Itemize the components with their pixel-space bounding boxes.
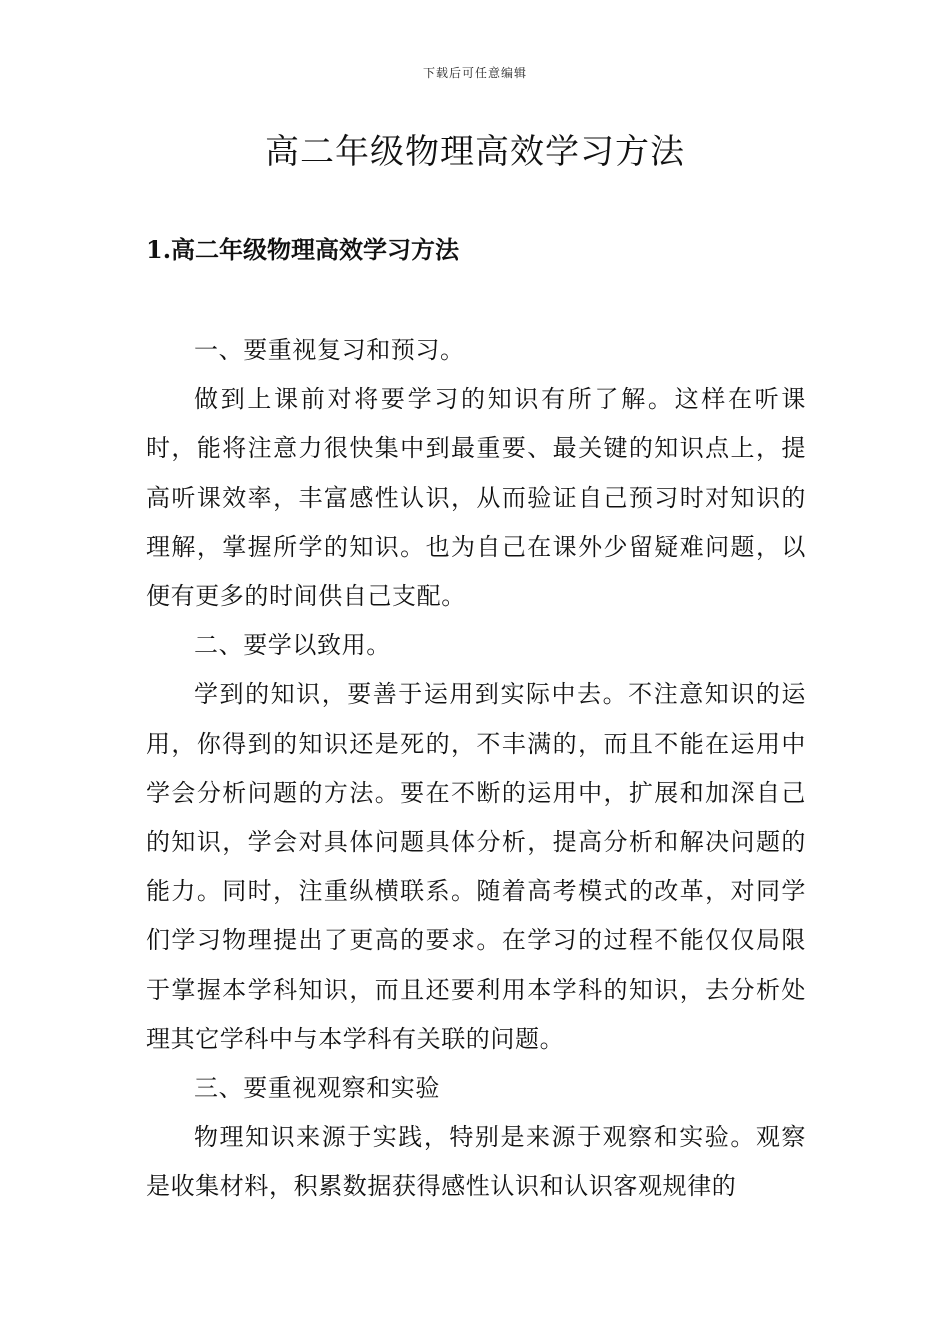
paragraph: 物理知识来源于实践，特别是来源于观察和实验。观察是收集材料，积累数据获得感性认识和认识客观规律的	[146, 1123, 806, 1201]
paragraph-heading-2: 二、要学以致用。	[194, 631, 391, 660]
paragraph: 学到的知识，要善于运用到实际中去。不注意知识的运用，你得到的知识还是死的，不丰满的，而且不能在运用中学会分析问题的方法。要在不断的运用中，扩展和加深自己的知识，学会对具体问题具体分析，提高分析和解决问题的能力。同时，注重纵横联系。随着高考模式的改革，对同学们学习物理提出了更高的要求。在学习的过程不能仅仅局限于掌握本学科知识，而且还要利用本学科的知识，去分析处理其它学科中与本学科有关联的问题。	[146, 680, 806, 1053]
document-title: 高二年级物理高效学习方法	[265, 132, 685, 172]
paragraph: 做到上课前对将要学习的知识有所了解。这样在听课时，能将注意力很快集中到最重要、最关键的知识点上，提高听课效率，丰富感性认识，从而验证自己预习时对知识的理解，掌握所学的知识。也为自己在课外少留疑难问题，以便有更多的时间供自己支配。	[146, 385, 806, 611]
document-body	[146, 326, 806, 1212]
header-note: 下载后可任意编辑	[422, 66, 527, 80]
section-heading: 1.高二年级物理高效学习方法	[146, 235, 460, 264]
paragraph-heading-1: 一、要重视复习和预习。	[194, 336, 465, 364]
paragraph-heading-3: 三、要重视观察和实验	[194, 1074, 440, 1103]
